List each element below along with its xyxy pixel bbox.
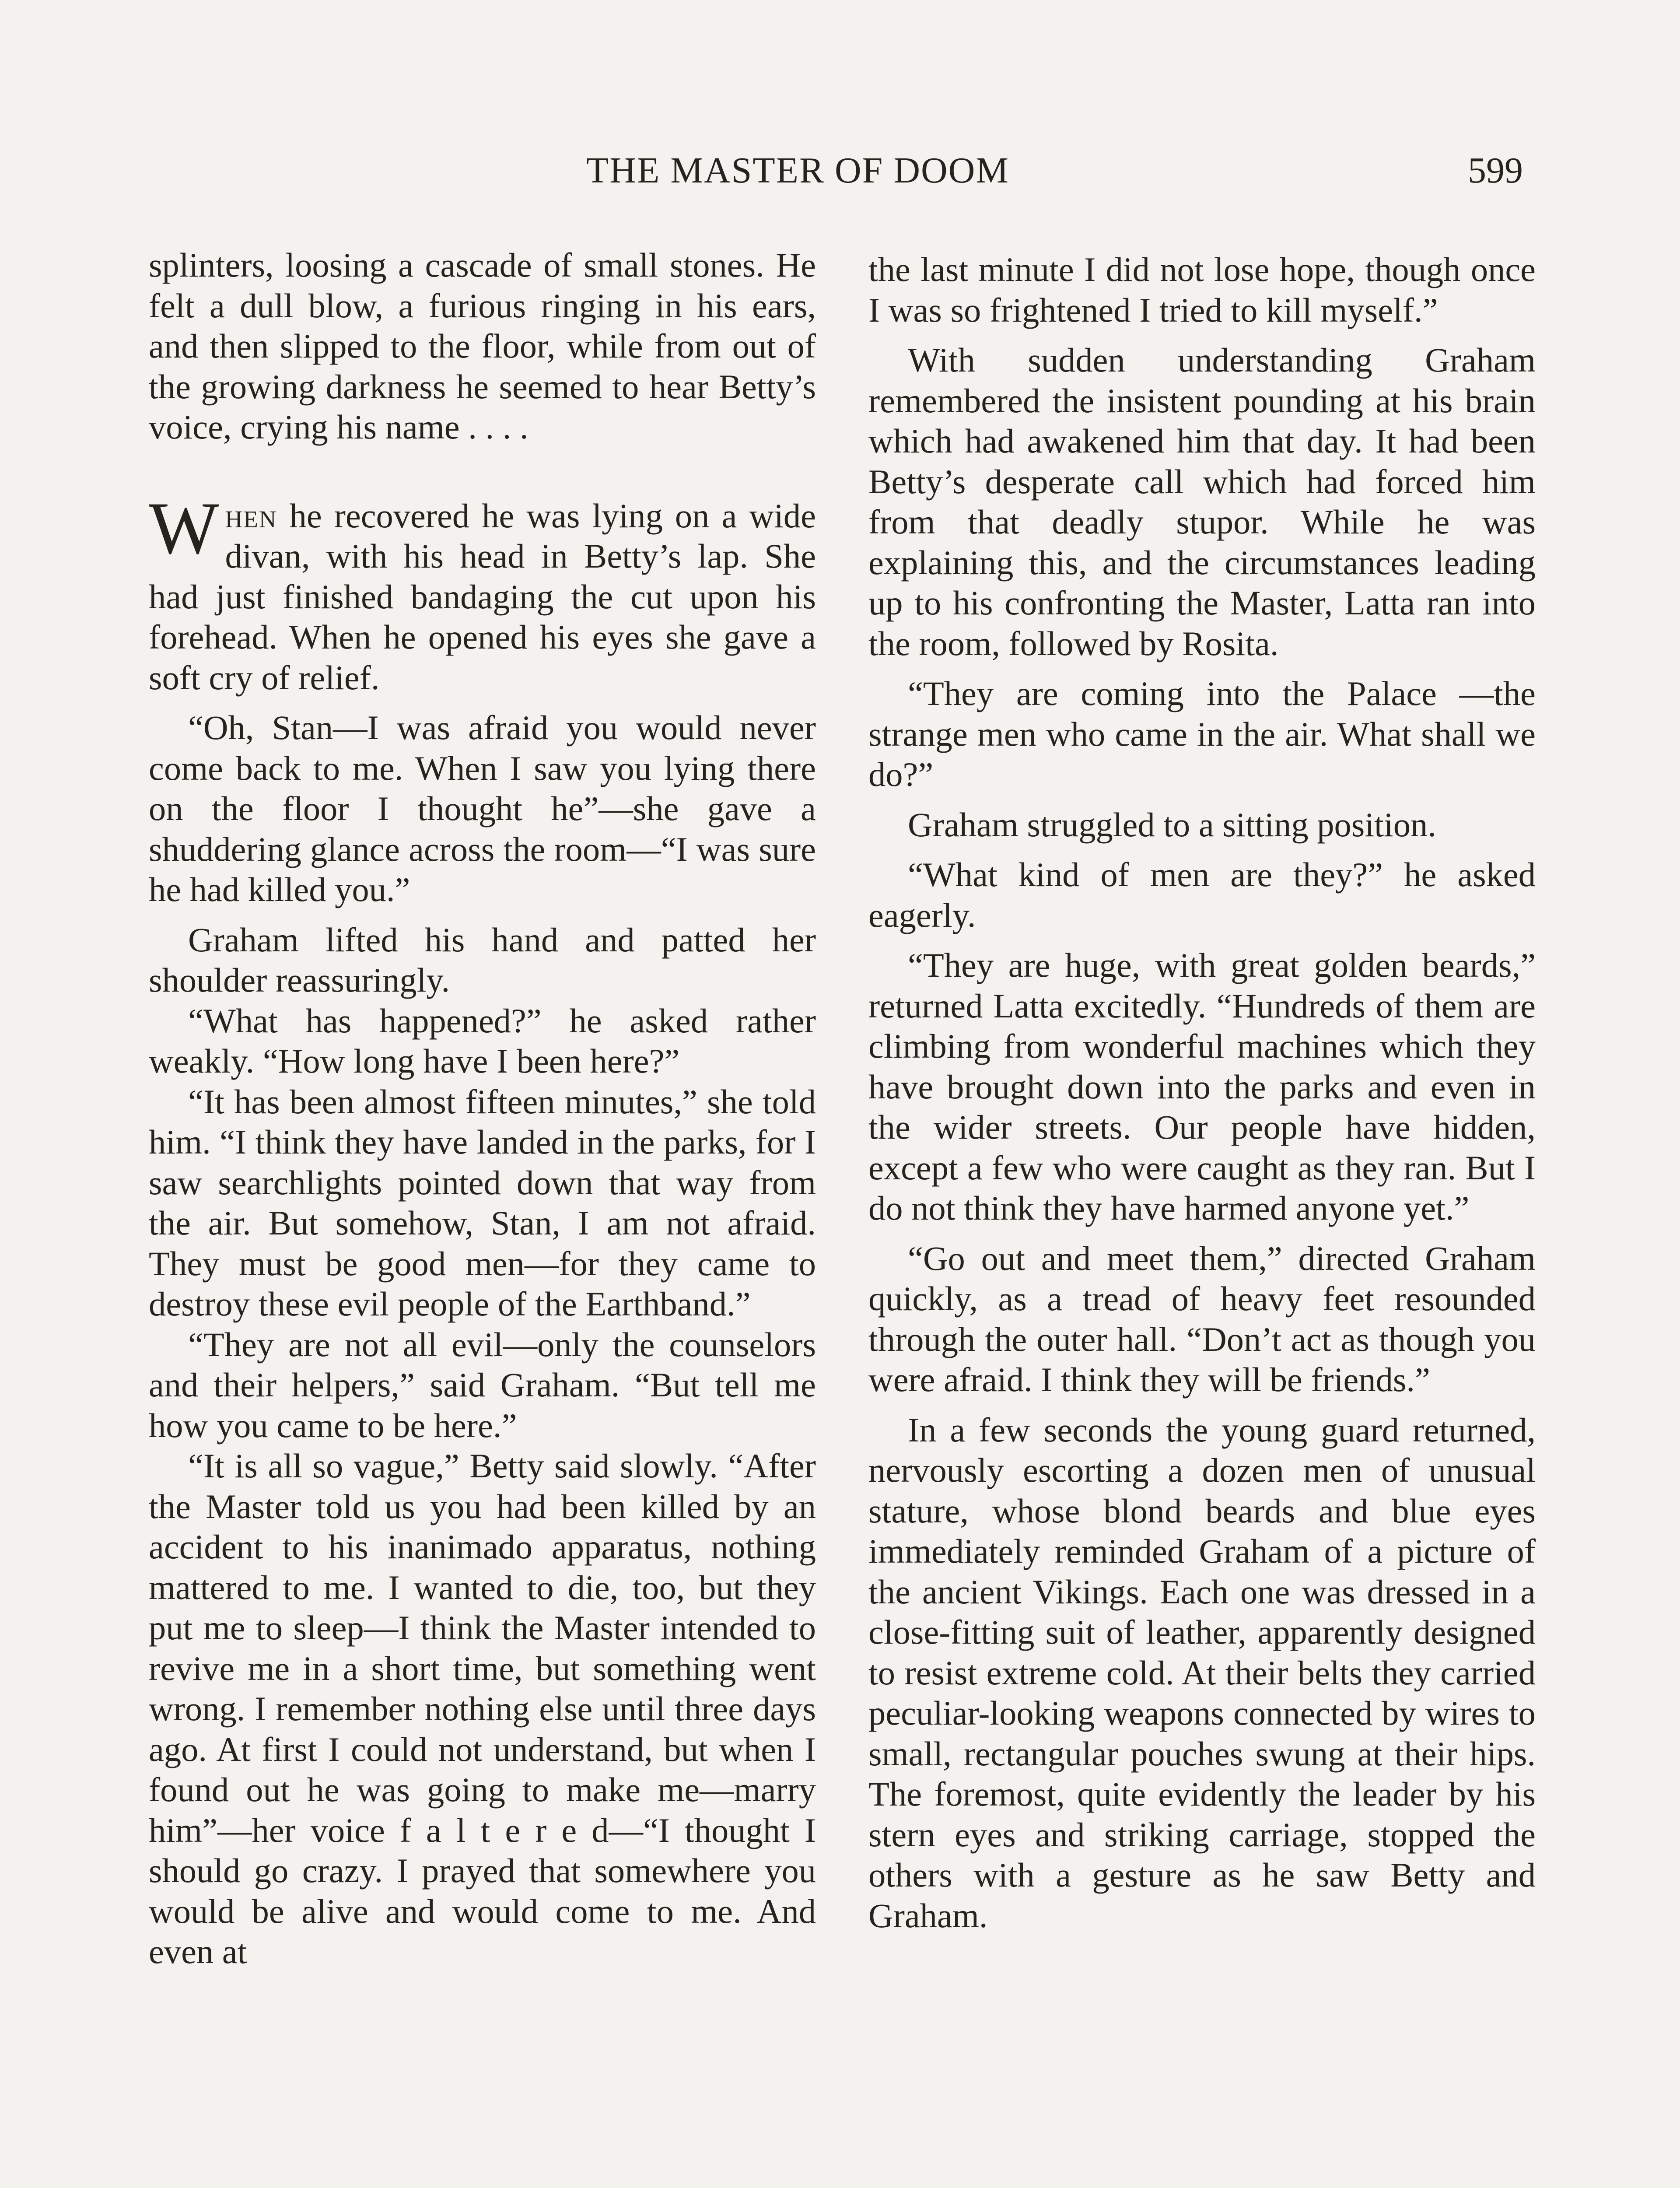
paragraph: “It has been almost fifteen minutes,” she told him. “I think they have landed in the parks, for I saw searchlights pointed down that way from the air. But somehow, Stan, I am not afraid. They must be good men—for they came to destroy these evil people of the Earthband.” bbox=[149, 1082, 816, 1323]
drop-cap: W bbox=[149, 487, 219, 569]
paragraph: Graham lifted his hand and patted her shoulder reassuringly. bbox=[149, 920, 816, 999]
right-column bbox=[868, 249, 1536, 1936]
page-number: 599 bbox=[1468, 150, 1523, 191]
paragraph: “They are coming into the Palace —the strange men who came in the air. What shall we do?” bbox=[868, 674, 1536, 793]
paragraph: splinters, loosing a cascade of small stones. He felt a dull blow, a furious ringing in his ears, and then slipped to the floor, while from out of the growing darkness he seemed to hear Betty’s voice, crying his name . . . . bbox=[149, 246, 816, 446]
section-break bbox=[149, 448, 816, 496]
paragraph: “What kind of men are they?” he asked eagerly. bbox=[868, 856, 1536, 934]
paragraph: “They are not all evil—only the counselors and their helpers,” said Graham. “But tell me how you came to be here.” bbox=[149, 1325, 816, 1445]
paragraph: the last minute I did not lose hope, though once I was so frightened I tried to kill myself.” bbox=[868, 250, 1536, 329]
paragraph-text: he recovered he was lying on a wide divan, with his head in Betty’s lap. She had just finished bandaging the cut upon his forehead. When he opened his eyes she gave a soft cry of relief. bbox=[149, 496, 816, 697]
paragraph: “What has happened?” he asked rather weakly. “How long have I been here?” bbox=[149, 1001, 816, 1080]
small-caps-lead: hen bbox=[225, 496, 277, 535]
paragraph: Graham struggled to a sitting position. bbox=[908, 805, 1436, 844]
paragraph: “It is all so vague,” Betty said slowly. “After the Master told us you had been killed by an accident to his inanimado apparatus, nothing mattered to me. I wanted to die, too, but they put me to sleep—I think the Master intended to revive me in a short time, but something went wrong. I remember nothing else until three days ago. At first I could not understand, but when I found out he was going to make me—marry him”—her voice f a l t e r e d—“I thought I should go crazy. I prayed that somewhere you would be alive and would come to me. And even at bbox=[149, 1447, 816, 1971]
paragraph: With sudden understanding Graham remembered the insistent pounding at his brain which had awakened him that day. It had been Betty’s desperate call which had forced him from that deadly stupor. While he was explaining this, and the circumstances leading up to his confronting the Master, Latta ran into the room, followed by Rosita. bbox=[868, 341, 1536, 663]
paragraph-with-dropcap bbox=[149, 487, 816, 698]
running-title: THE MASTER OF DOOM bbox=[586, 150, 1010, 191]
paragraph: “Go out and meet them,” directed Graham quickly, as a tread of heavy feet resounded through the outer hall. “Don’t act as though you were afraid. I think they will be friends.” bbox=[868, 1239, 1536, 1399]
paragraph: “Oh, Stan—I was afraid you would never come back to me. When I saw you lying there on the floor I thought he”—she gave a shuddering glance across the room—“I was sure he had killed you.” bbox=[149, 708, 816, 908]
running-header bbox=[0, 144, 1680, 197]
paragraph: In a few seconds the young guard returned, nervously escorting a dozen men of unusual stature, whose blond beards and blue eyes immediately reminded Graham of a picture of the ancient Vikings. Each one was dressed in a close-fitting suit of leather, apparently designed to resist extreme cold. At their belts they carried peculiar-looking weapons connected by wires to small, rectangular pouches swung at their hips. The foremost, quite evidently the leader by his stern eyes and striking carriage, stopped the others with a gesture as he saw Betty and Graham. bbox=[868, 1410, 1536, 1935]
paragraph: “They are huge, with great golden beards,” returned Latta excitedly. “Hundreds of them are climbing from wonderful machines which they have brought down into the parks and even in the wider streets. Our people have hidden, except a few who were caught as they ran. But I do not think they have harmed anyone yet.” bbox=[868, 946, 1536, 1227]
left-column bbox=[149, 245, 816, 1972]
